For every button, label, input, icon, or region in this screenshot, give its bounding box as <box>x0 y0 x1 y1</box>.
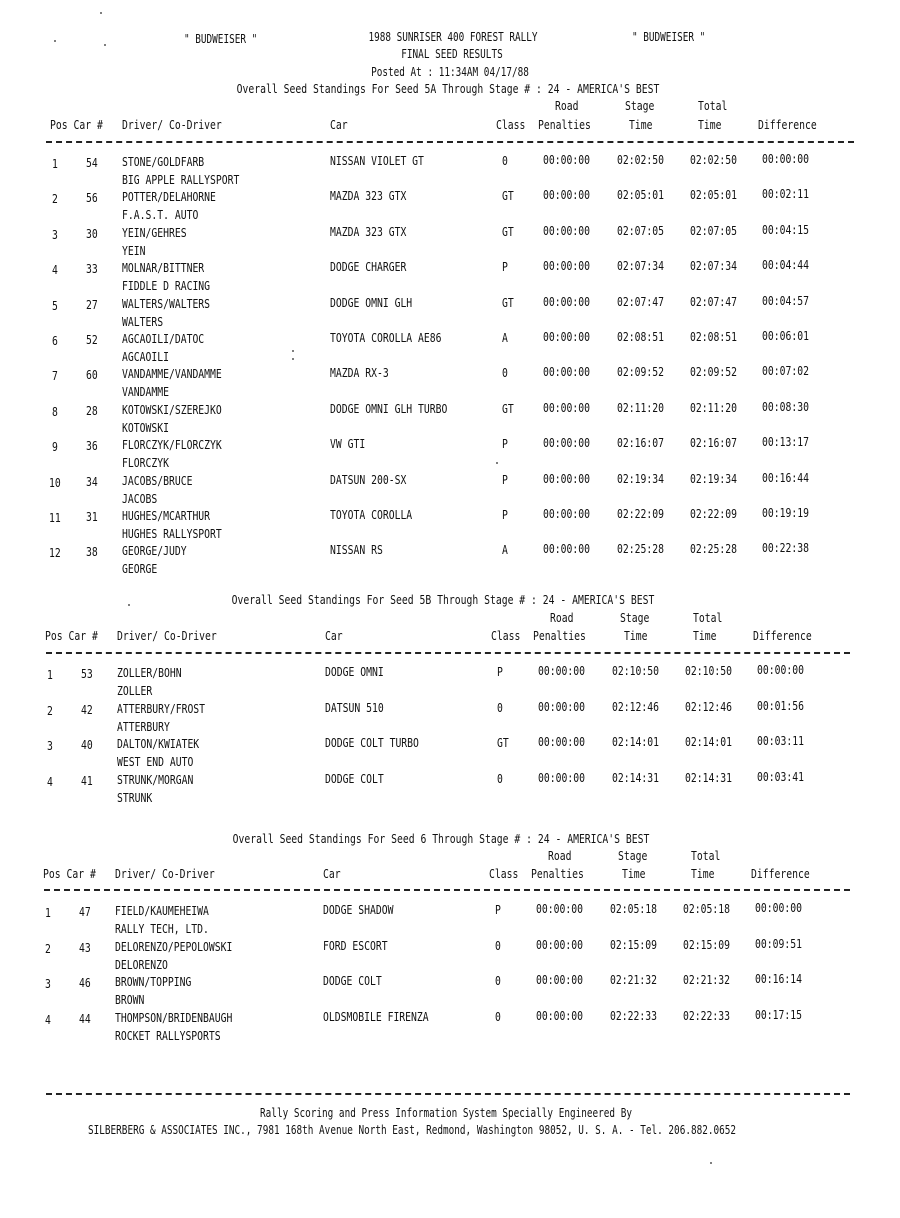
class-cell: GT <box>502 295 514 310</box>
car-model-cell: DODGE COLT TURBO <box>325 735 419 750</box>
class-cell: 0 <box>497 700 503 715</box>
column-header-pos-car: Pos Car # <box>50 117 103 132</box>
road-penalties-cell: 00:00:00 <box>543 329 590 344</box>
road-penalties-cell: 00:00:00 <box>543 152 590 167</box>
position-cell: 12 <box>49 545 61 560</box>
difference-cell: 00:00:00 <box>762 151 809 166</box>
team-cell: JACOBS <box>122 491 158 506</box>
footer-credit: Rally Scoring and Press Information System Specially Engineered By <box>260 1106 632 1120</box>
rally-title: 1988 SUNRISER 400 FOREST RALLY <box>368 30 538 44</box>
car-number-cell: 30 <box>86 226 98 241</box>
column-header-total: Total <box>693 610 723 625</box>
driver-cell: JACOBS/BRUCE <box>122 473 193 488</box>
team-cell: HUGHES RALLYSPORT <box>122 526 222 541</box>
driver-cell: THOMPSON/BRIDENBAUGH <box>115 1010 233 1025</box>
total-time-cell: 02:05:01 <box>690 187 737 202</box>
team-cell: ATTERBURY <box>117 719 170 734</box>
total-time-cell: 02:07:34 <box>690 258 737 273</box>
stage-time-cell: 02:11:20 <box>617 400 664 415</box>
car-model-cell: DODGE COLT <box>325 771 384 786</box>
column-header-stage-time: Time <box>624 628 648 643</box>
car-number-cell: 36 <box>86 438 98 453</box>
position-cell: 3 <box>47 738 53 753</box>
class-cell: A <box>502 542 508 557</box>
car-model-cell: TOYOTA COROLLA AE86 <box>330 330 442 345</box>
car-number-cell: 46 <box>79 975 91 990</box>
position-cell: 10 <box>49 475 61 490</box>
sponsor-left: " BUDWEISER " <box>184 32 258 46</box>
difference-cell: 00:03:11 <box>757 733 804 748</box>
road-penalties-cell: 00:00:00 <box>543 258 590 273</box>
road-penalties-cell: 00:00:00 <box>536 1008 583 1023</box>
stage-time-cell: 02:21:32 <box>610 972 657 987</box>
team-cell: GEORGE <box>122 561 158 576</box>
column-header-total: Total <box>691 848 721 863</box>
section-title: Overall Seed Standings For Seed 6 Through Stage # : 24 - AMERICA'S BEST <box>232 831 650 846</box>
total-time-cell: 02:11:20 <box>690 400 737 415</box>
difference-cell: 00:04:57 <box>762 293 809 308</box>
road-penalties-cell: 00:00:00 <box>538 699 585 714</box>
class-cell: P <box>502 436 508 451</box>
difference-cell: 00:02:11 <box>762 186 809 201</box>
scan-speck <box>128 604 130 606</box>
header-divider <box>46 141 854 143</box>
column-header-stage-time: Time <box>622 866 646 881</box>
stage-time-cell: 02:07:05 <box>617 223 664 238</box>
total-time-cell: 02:09:52 <box>690 364 737 379</box>
position-cell: 3 <box>45 976 51 991</box>
position-cell: 6 <box>52 333 58 348</box>
difference-cell: 00:13:17 <box>762 434 809 449</box>
class-cell: 0 <box>502 153 508 168</box>
position-cell: 7 <box>52 368 58 383</box>
car-model-cell: OLDSMOBILE FIRENZA <box>323 1009 429 1024</box>
car-model-cell: DODGE COLT <box>323 973 382 988</box>
column-header-driver: Driver/ Co-Driver <box>115 866 215 881</box>
driver-cell: POTTER/DELAHORNE <box>122 189 216 204</box>
stage-time-cell: 02:12:46 <box>612 699 659 714</box>
car-number-cell: 44 <box>79 1011 91 1026</box>
scan-speck <box>496 462 498 464</box>
team-cell: RALLY TECH, LTD. <box>115 921 209 936</box>
road-penalties-cell: 00:00:00 <box>538 770 585 785</box>
position-cell: 8 <box>52 404 58 419</box>
footer-address: SILBERBERG & ASSOCIATES INC., 7981 168th Avenue North East, Redmond, Washington 98052, U. S. A. - Tel. 206.882.0652 <box>88 1123 737 1137</box>
position-cell: 5 <box>52 298 58 313</box>
column-header-penalties: Penalties <box>533 628 586 643</box>
class-cell: A <box>502 330 508 345</box>
difference-cell: 00:22:38 <box>762 540 809 555</box>
scan-speck <box>54 40 56 42</box>
driver-cell: HUGHES/MCARTHUR <box>122 508 211 523</box>
column-header-difference: Difference <box>753 628 812 643</box>
scan-speck <box>292 350 294 352</box>
road-penalties-cell: 00:00:00 <box>543 187 590 202</box>
car-number-cell: 28 <box>86 403 98 418</box>
team-cell: F.A.S.T. AUTO <box>122 207 199 222</box>
total-time-cell: 02:02:50 <box>690 152 737 167</box>
stage-time-cell: 02:02:50 <box>617 152 664 167</box>
car-model-cell: MAZDA 323 GTX <box>330 224 407 239</box>
class-cell: 0 <box>495 938 501 953</box>
stage-time-cell: 02:19:34 <box>617 471 664 486</box>
column-header-driver: Driver/ Co-Driver <box>122 117 222 132</box>
difference-cell: 00:17:15 <box>755 1007 802 1022</box>
posted-at: Posted At : 11:34AM 04/17/88 <box>371 65 529 79</box>
team-cell: WEST END AUTO <box>117 754 194 769</box>
stage-time-cell: 02:05:01 <box>617 187 664 202</box>
stage-time-cell: 02:14:31 <box>612 770 659 785</box>
car-model-cell: MAZDA 323 GTX <box>330 188 407 203</box>
total-time-cell: 02:10:50 <box>685 663 732 678</box>
stage-time-cell: 02:05:18 <box>610 901 657 916</box>
driver-cell: GEORGE/JUDY <box>122 543 187 558</box>
total-time-cell: 02:16:07 <box>690 435 737 450</box>
total-time-cell: 02:21:32 <box>683 972 730 987</box>
column-header-stage: Stage <box>618 848 648 863</box>
class-cell: P <box>497 664 503 679</box>
total-time-cell: 02:12:46 <box>685 699 732 714</box>
driver-cell: DELORENZO/PEPOLOWSKI <box>115 939 233 954</box>
scan-speck <box>100 12 102 14</box>
driver-cell: STONE/GOLDFARB <box>122 154 205 169</box>
total-time-cell: 02:22:09 <box>690 506 737 521</box>
stage-time-cell: 02:14:01 <box>612 734 659 749</box>
car-model-cell: DATSUN 200-SX <box>330 472 407 487</box>
column-header-total-time: Time <box>691 866 715 881</box>
total-time-cell: 02:07:47 <box>690 294 737 309</box>
driver-cell: FLORCZYK/FLORCZYK <box>122 437 222 452</box>
class-cell: P <box>502 259 508 274</box>
road-penalties-cell: 00:00:00 <box>536 901 583 916</box>
difference-cell: 00:19:19 <box>762 505 809 520</box>
position-cell: 2 <box>52 191 58 206</box>
driver-cell: AGCAOILI/DATOC <box>122 331 205 346</box>
car-model-cell: TOYOTA COROLLA <box>330 507 413 522</box>
total-time-cell: 02:07:05 <box>690 223 737 238</box>
position-cell: 9 <box>52 439 58 454</box>
class-cell: GT <box>502 224 514 239</box>
total-time-cell: 02:14:01 <box>685 734 732 749</box>
road-penalties-cell: 00:00:00 <box>543 223 590 238</box>
position-cell: 1 <box>45 905 51 920</box>
car-model-cell: NISSAN RS <box>330 542 383 557</box>
stage-time-cell: 02:22:33 <box>610 1008 657 1023</box>
team-cell: ZOLLER <box>117 683 153 698</box>
road-penalties-cell: 00:00:00 <box>543 506 590 521</box>
car-number-cell: 43 <box>79 940 91 955</box>
car-number-cell: 42 <box>81 702 93 717</box>
class-cell: P <box>502 472 508 487</box>
column-header-car: Car <box>330 117 348 132</box>
car-model-cell: FORD ESCORT <box>323 938 388 953</box>
position-cell: 4 <box>47 774 53 789</box>
class-cell: GT <box>502 188 514 203</box>
car-model-cell: NISSAN VIOLET GT <box>330 153 424 168</box>
road-penalties-cell: 00:00:00 <box>538 734 585 749</box>
difference-cell: 00:07:02 <box>762 363 809 378</box>
car-model-cell: DODGE OMNI GLH <box>330 295 413 310</box>
road-penalties-cell: 00:00:00 <box>543 435 590 450</box>
position-cell: 3 <box>52 227 58 242</box>
car-number-cell: 34 <box>86 474 98 489</box>
car-number-cell: 53 <box>81 666 93 681</box>
road-penalties-cell: 00:00:00 <box>536 937 583 952</box>
column-header-total-time: Time <box>698 117 722 132</box>
car-number-cell: 60 <box>86 367 98 382</box>
difference-cell: 00:04:15 <box>762 222 809 237</box>
team-cell: YEIN <box>122 243 146 258</box>
car-model-cell: VW GTI <box>330 436 366 451</box>
column-header-road: Road <box>550 610 574 625</box>
team-cell: BIG APPLE RALLYSPORT <box>122 172 240 187</box>
road-penalties-cell: 00:00:00 <box>543 400 590 415</box>
car-number-cell: 52 <box>86 332 98 347</box>
team-cell: STRUNK <box>117 790 153 805</box>
column-header-penalties: Penalties <box>538 117 591 132</box>
car-number-cell: 27 <box>86 297 98 312</box>
column-header-penalties: Penalties <box>531 866 584 881</box>
position-cell: 4 <box>52 262 58 277</box>
road-penalties-cell: 00:00:00 <box>536 972 583 987</box>
stage-time-cell: 02:08:51 <box>617 329 664 344</box>
stage-time-cell: 02:16:07 <box>617 435 664 450</box>
driver-cell: ATTERBURY/FROST <box>117 701 206 716</box>
class-cell: GT <box>497 735 509 750</box>
header-divider <box>46 652 850 654</box>
class-cell: P <box>495 902 501 917</box>
car-number-cell: 33 <box>86 261 98 276</box>
difference-cell: 00:00:00 <box>755 900 802 915</box>
car-number-cell: 40 <box>81 737 93 752</box>
difference-cell: 00:08:30 <box>762 399 809 414</box>
column-header-class: Class <box>489 866 519 881</box>
team-cell: AGCAOILI <box>122 349 169 364</box>
sponsor-right: " BUDWEISER " <box>632 30 706 44</box>
footer-divider <box>46 1093 850 1095</box>
difference-cell: 00:16:14 <box>755 971 802 986</box>
car-number-cell: 56 <box>86 190 98 205</box>
position-cell: 2 <box>45 941 51 956</box>
car-number-cell: 47 <box>79 904 91 919</box>
stage-time-cell: 02:07:47 <box>617 294 664 309</box>
road-penalties-cell: 00:00:00 <box>543 541 590 556</box>
road-penalties-cell: 00:00:00 <box>543 364 590 379</box>
column-header-driver: Driver/ Co-Driver <box>117 628 217 643</box>
stage-time-cell: 02:22:09 <box>617 506 664 521</box>
team-cell: FLORCZYK <box>122 455 169 470</box>
column-header-class: Class <box>491 628 521 643</box>
scan-speck <box>710 1162 712 1164</box>
column-header-car: Car <box>325 628 343 643</box>
position-cell: 2 <box>47 703 53 718</box>
scan-speck <box>292 358 294 360</box>
team-cell: ROCKET RALLYSPORTS <box>115 1028 221 1043</box>
driver-cell: MOLNAR/BITTNER <box>122 260 205 275</box>
total-time-cell: 02:14:31 <box>685 770 732 785</box>
stage-time-cell: 02:07:34 <box>617 258 664 273</box>
position-cell: 1 <box>52 156 58 171</box>
column-header-stage-time: Time <box>629 117 653 132</box>
driver-cell: DALTON/KWIATEK <box>117 736 200 751</box>
column-header-total: Total <box>698 98 728 113</box>
class-cell: P <box>502 507 508 522</box>
driver-cell: BROWN/TOPPING <box>115 974 192 989</box>
column-header-class: Class <box>496 117 526 132</box>
driver-cell: KOTOWSKI/SZEREJKO <box>122 402 222 417</box>
position-cell: 11 <box>49 510 61 525</box>
difference-cell: 00:16:44 <box>762 470 809 485</box>
driver-cell: VANDAMME/VANDAMME <box>122 366 222 381</box>
team-cell: DELORENZO <box>115 957 168 972</box>
car-number-cell: 31 <box>86 509 98 524</box>
road-penalties-cell: 00:00:00 <box>538 663 585 678</box>
driver-cell: STRUNK/MORGAN <box>117 772 194 787</box>
car-model-cell: DATSUN 510 <box>325 700 384 715</box>
results-subtitle: FINAL SEED RESULTS <box>401 47 503 61</box>
difference-cell: 00:03:41 <box>757 769 804 784</box>
column-header-road: Road <box>555 98 579 113</box>
class-cell: 0 <box>495 973 501 988</box>
section-title: Overall Seed Standings For Seed 5B Through Stage # : 24 - AMERICA'S BEST <box>231 592 655 607</box>
driver-cell: ZOLLER/BOHN <box>117 665 182 680</box>
total-time-cell: 02:08:51 <box>690 329 737 344</box>
driver-cell: FIELD/KAUMEHEIWA <box>115 903 209 918</box>
road-penalties-cell: 00:00:00 <box>543 471 590 486</box>
difference-cell: 00:00:00 <box>757 662 804 677</box>
difference-cell: 00:01:56 <box>757 698 804 713</box>
team-cell: VANDAMME <box>122 384 169 399</box>
driver-cell: YEIN/GEHRES <box>122 225 187 240</box>
car-number-cell: 38 <box>86 544 98 559</box>
car-model-cell: DODGE SHADOW <box>323 902 394 917</box>
column-header-difference: Difference <box>751 866 810 881</box>
stage-time-cell: 02:15:09 <box>610 937 657 952</box>
scan-speck <box>104 44 106 46</box>
car-model-cell: MAZDA RX-3 <box>330 365 389 380</box>
car-model-cell: DODGE OMNI GLH TURBO <box>330 401 448 416</box>
total-time-cell: 02:22:33 <box>683 1008 730 1023</box>
position-cell: 4 <box>45 1012 51 1027</box>
team-cell: BROWN <box>115 992 145 1007</box>
column-header-road: Road <box>548 848 572 863</box>
difference-cell: 00:09:51 <box>755 936 802 951</box>
car-model-cell: DODGE CHARGER <box>330 259 407 274</box>
header-divider <box>44 889 850 891</box>
column-header-pos-car: Pos Car # <box>45 628 98 643</box>
total-time-cell: 02:19:34 <box>690 471 737 486</box>
car-number-cell: 41 <box>81 773 93 788</box>
car-number-cell: 54 <box>86 155 98 170</box>
class-cell: 0 <box>495 1009 501 1024</box>
class-cell: 0 <box>502 365 508 380</box>
total-time-cell: 02:15:09 <box>683 937 730 952</box>
column-header-pos-car: Pos Car # <box>43 866 96 881</box>
column-header-stage: Stage <box>620 610 650 625</box>
stage-time-cell: 02:25:28 <box>617 541 664 556</box>
stage-time-cell: 02:09:52 <box>617 364 664 379</box>
team-cell: FIDDLE D RACING <box>122 278 211 293</box>
total-time-cell: 02:25:28 <box>690 541 737 556</box>
class-cell: 0 <box>497 771 503 786</box>
total-time-cell: 02:05:18 <box>683 901 730 916</box>
class-cell: GT <box>502 401 514 416</box>
column-header-total-time: Time <box>693 628 717 643</box>
team-cell: WALTERS <box>122 314 164 329</box>
team-cell: KOTOWSKI <box>122 420 169 435</box>
difference-cell: 00:06:01 <box>762 328 809 343</box>
column-header-stage: Stage <box>625 98 655 113</box>
position-cell: 1 <box>47 667 53 682</box>
car-model-cell: DODGE OMNI <box>325 664 384 679</box>
section-title: Overall Seed Standings For Seed 5A Through Stage # : 24 - AMERICA'S BEST <box>236 81 660 96</box>
difference-cell: 00:04:44 <box>762 257 809 272</box>
driver-cell: WALTERS/WALTERS <box>122 296 211 311</box>
column-header-difference: Difference <box>758 117 817 132</box>
stage-time-cell: 02:10:50 <box>612 663 659 678</box>
road-penalties-cell: 00:00:00 <box>543 294 590 309</box>
column-header-car: Car <box>323 866 341 881</box>
